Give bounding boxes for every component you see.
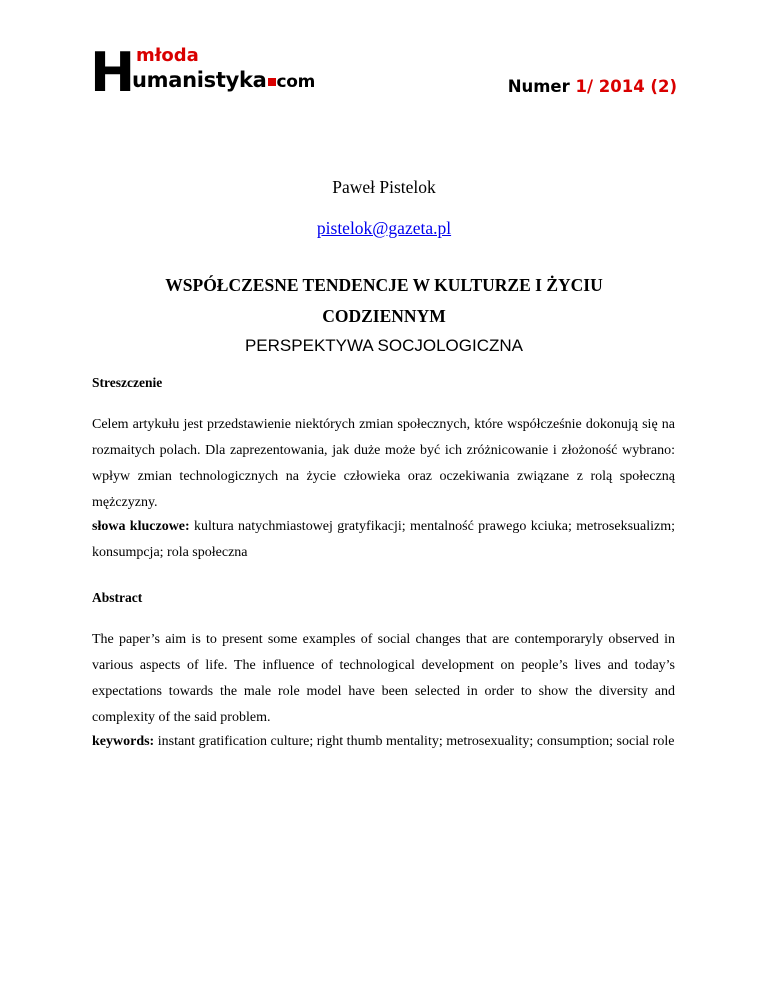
paper-subtitle: PERSPEKTYWA SOCJOLOGICZNA	[244, 336, 524, 355]
paper-title-line-2: CODZIENNYM	[322, 306, 446, 326]
abstract-pl-heading-text: Streszczenie	[92, 375, 163, 390]
abstract-en-heading-text: Abstract	[92, 590, 143, 605]
paper-title-line-1: WSPÓŁCZESNE TENDENCJE W KULTURZE I ŻYCIU	[165, 275, 603, 295]
keywords-pl	[92, 514, 675, 566]
logo-dot-icon	[268, 78, 276, 86]
logo-word-humanistyka: umanistyka	[132, 68, 267, 92]
author-name: Paweł Pistelok	[332, 177, 436, 197]
keywords-en-label: keywords:	[92, 734, 155, 749]
keywords-en	[92, 729, 675, 755]
issue-number	[508, 77, 677, 96]
author-email	[0, 218, 768, 239]
issue-prefix: Numer	[507, 77, 576, 96]
keywords-pl-list: kultura natychmiastowej gratyfikacji; mentalność prawego kciuka; metroseksualizm; konsumpcja; rola społeczna	[92, 519, 675, 560]
logo-wordmark	[132, 68, 315, 94]
issue-value: 1/ 2014 (2)	[575, 77, 677, 96]
keywords-pl-label: słowa kluczowe:	[92, 519, 190, 534]
abstract-en-heading	[92, 585, 675, 612]
logo-word-com: com	[276, 72, 316, 92]
journal-logo	[90, 41, 316, 104]
logo-letter-h: H	[90, 41, 134, 104]
author-email-link[interactable]: pistelok@gazeta.pl	[316, 218, 452, 238]
abstract-en-text: The paper’s aim is to present some examples of social changes that are contemporaryly observed in various aspects of life. The influence of technological development on people’s lives and today’s expectations towards the male role model have been selected in order to show the diversity and complexity of the said problem.	[92, 632, 675, 725]
keywords-en-list: instant gratification culture; right thumb mentality; metrosexuality; consumption; social role	[154, 734, 675, 749]
logo-word-mloda: młoda	[136, 45, 199, 66]
abstract-pl-heading	[92, 370, 675, 397]
abstract-pl-text: Celem artykułu jest przedstawienie niektórych zmian społecznych, które współcześnie dokonują się na rozmaitych polach. Dla zaprezentowania, jak duże może być ich zróżnicowanie i złożoność wybrano: wpływ zmian technologicznych na życie człowieka oraz oczekiwania związane z rolą społeczną mężczyzny.	[92, 417, 675, 510]
